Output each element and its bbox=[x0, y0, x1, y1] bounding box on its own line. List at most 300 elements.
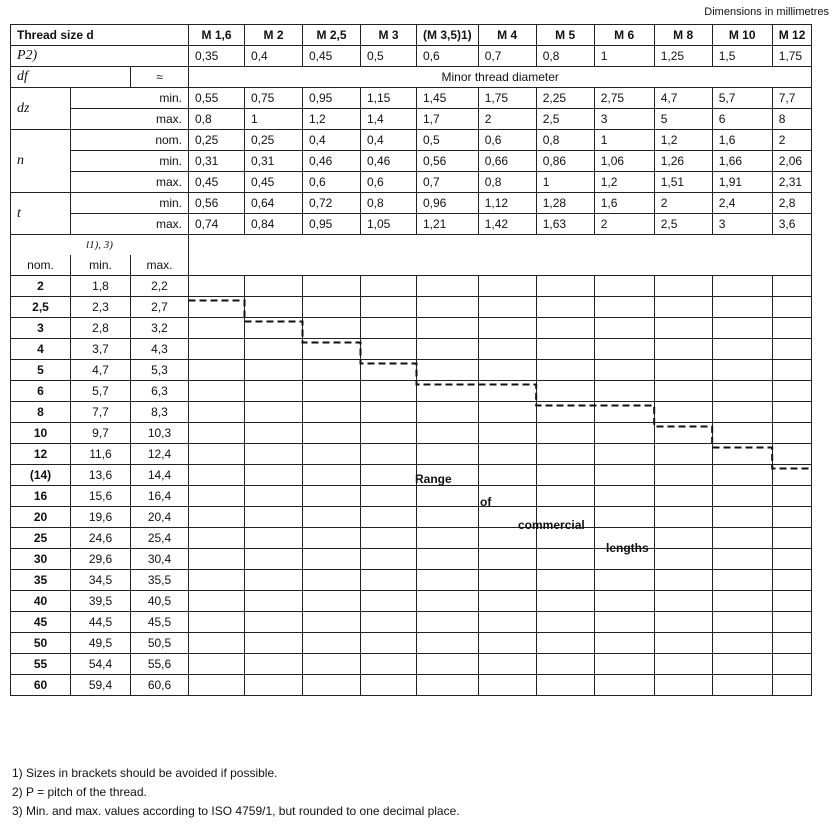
length-grid-cell bbox=[772, 444, 812, 465]
length-min: 7,7 bbox=[71, 402, 131, 423]
pitch-value: 0,7 bbox=[478, 46, 536, 67]
length-grid-cell bbox=[654, 276, 712, 297]
length-grid-cell bbox=[478, 360, 536, 381]
dz-value: 2,75 bbox=[594, 88, 654, 109]
t-value: 1,21 bbox=[417, 214, 479, 235]
length-grid-cell bbox=[478, 444, 536, 465]
length-grid-cell bbox=[712, 654, 772, 675]
length-grid-cell bbox=[189, 486, 245, 507]
length-grid-cell bbox=[772, 528, 812, 549]
length-nom: 40 bbox=[11, 591, 71, 612]
length-grid-cell bbox=[189, 423, 245, 444]
length-grid-cell bbox=[594, 402, 654, 423]
length-grid-cell bbox=[536, 297, 594, 318]
length-nom: 25 bbox=[11, 528, 71, 549]
df-text: Minor thread diameter bbox=[189, 67, 812, 88]
length-grid-cell bbox=[417, 444, 479, 465]
length-grid-cell bbox=[536, 591, 594, 612]
length-row bbox=[11, 423, 812, 444]
length-min: 1,8 bbox=[71, 276, 131, 297]
dz-row-label: min. bbox=[71, 88, 189, 109]
length-grid-cell bbox=[594, 654, 654, 675]
length-grid-cell bbox=[361, 465, 417, 486]
length-grid-cell bbox=[594, 465, 654, 486]
length-grid-cell bbox=[478, 549, 536, 570]
t-value: 2,8 bbox=[772, 193, 812, 214]
length-grid-cell bbox=[417, 612, 479, 633]
length-row bbox=[11, 675, 812, 696]
length-row bbox=[11, 339, 812, 360]
dz-symbol: dz bbox=[11, 88, 71, 130]
length-min: 34,5 bbox=[71, 570, 131, 591]
length-grid-cell bbox=[361, 675, 417, 696]
length-max: 30,4 bbox=[131, 549, 189, 570]
length-grid-cell bbox=[478, 402, 536, 423]
length-max: 8,3 bbox=[131, 402, 189, 423]
length-grid-cell bbox=[712, 612, 772, 633]
length-nom: 3 bbox=[11, 318, 71, 339]
length-nom: 45 bbox=[11, 612, 71, 633]
t-value: 0,74 bbox=[189, 214, 245, 235]
t-value: 1,63 bbox=[536, 214, 594, 235]
n-value: 2 bbox=[772, 130, 812, 151]
length-grid-cell bbox=[303, 507, 361, 528]
length-header-blank bbox=[189, 235, 812, 256]
length-grid-cell bbox=[772, 465, 812, 486]
length-grid-cell bbox=[594, 675, 654, 696]
length-grid-cell bbox=[417, 276, 479, 297]
length-grid-cell bbox=[654, 423, 712, 444]
length-grid-cell bbox=[189, 276, 245, 297]
length-max: 60,6 bbox=[131, 675, 189, 696]
length-grid-cell bbox=[245, 549, 303, 570]
length-row bbox=[11, 360, 812, 381]
n-value: 0,8 bbox=[536, 130, 594, 151]
length-grid-cell bbox=[189, 570, 245, 591]
n-value: 0,4 bbox=[361, 130, 417, 151]
length-grid-cell bbox=[189, 549, 245, 570]
length-grid-cell bbox=[245, 612, 303, 633]
n-value: 0,4 bbox=[303, 130, 361, 151]
length-grid-cell bbox=[478, 591, 536, 612]
length-grid-cell bbox=[654, 402, 712, 423]
dz-value: 3 bbox=[594, 109, 654, 130]
length-grid-cell bbox=[712, 360, 772, 381]
length-grid-cell bbox=[536, 654, 594, 675]
length-nom: 2 bbox=[11, 276, 71, 297]
pitch-value: 0,35 bbox=[189, 46, 245, 67]
length-grid-cell bbox=[772, 360, 812, 381]
t-value: 3,6 bbox=[772, 214, 812, 235]
length-grid-cell bbox=[654, 633, 712, 654]
length-grid-cell bbox=[361, 297, 417, 318]
length-grid-cell bbox=[417, 381, 479, 402]
length-grid-cell bbox=[536, 570, 594, 591]
units-note: Dimensions in millimetres bbox=[704, 6, 829, 18]
n-value: 1,51 bbox=[654, 172, 712, 193]
length-grid-cell bbox=[245, 444, 303, 465]
length-grid-cell bbox=[303, 297, 361, 318]
length-grid-cell bbox=[417, 423, 479, 444]
t-value: 0,56 bbox=[189, 193, 245, 214]
length-grid-cell bbox=[245, 507, 303, 528]
length-grid-cell bbox=[245, 276, 303, 297]
length-grid-cell bbox=[245, 423, 303, 444]
n-value: 1,2 bbox=[654, 130, 712, 151]
t-row-label: max. bbox=[71, 214, 189, 235]
n-value: 0,45 bbox=[245, 172, 303, 193]
length-grid-cell bbox=[361, 339, 417, 360]
length-grid-cell bbox=[712, 570, 772, 591]
dz-value: 1,2 bbox=[303, 109, 361, 130]
length-max: 14,4 bbox=[131, 465, 189, 486]
n-value: 0,7 bbox=[417, 172, 479, 193]
length-symbol: l1), 3) bbox=[11, 235, 189, 256]
length-grid-cell bbox=[654, 570, 712, 591]
t-value: 1,28 bbox=[536, 193, 594, 214]
length-min: 4,7 bbox=[71, 360, 131, 381]
dz-value: 5 bbox=[654, 109, 712, 130]
length-min: 19,6 bbox=[71, 507, 131, 528]
dz-value: 0,75 bbox=[245, 88, 303, 109]
pitch-value: 1,25 bbox=[654, 46, 712, 67]
t-value: 2 bbox=[594, 214, 654, 235]
length-min: 44,5 bbox=[71, 612, 131, 633]
length-grid-cell bbox=[361, 570, 417, 591]
length-row bbox=[11, 276, 812, 297]
length-grid-cell bbox=[654, 675, 712, 696]
length-grid-cell bbox=[594, 339, 654, 360]
length-grid-cell bbox=[654, 444, 712, 465]
dz-value: 6 bbox=[712, 109, 772, 130]
length-nom: (14) bbox=[11, 465, 71, 486]
length-grid-cell bbox=[417, 360, 479, 381]
length-max: 2,2 bbox=[131, 276, 189, 297]
dz-value: 2,25 bbox=[536, 88, 594, 109]
length-grid-cell bbox=[303, 591, 361, 612]
length-grid-cell bbox=[654, 318, 712, 339]
length-grid-cell bbox=[303, 339, 361, 360]
length-grid-cell bbox=[189, 528, 245, 549]
length-row bbox=[11, 528, 812, 549]
length-grid-cell bbox=[361, 633, 417, 654]
length-grid-cell bbox=[654, 654, 712, 675]
thread-size-header: M 6 bbox=[594, 25, 654, 46]
length-grid-cell bbox=[417, 297, 479, 318]
n-value: 1 bbox=[536, 172, 594, 193]
length-max: 12,4 bbox=[131, 444, 189, 465]
length-grid-cell bbox=[654, 612, 712, 633]
dz-value: 1,75 bbox=[478, 88, 536, 109]
length-grid-cell bbox=[712, 549, 772, 570]
pitch-value: 0,45 bbox=[303, 46, 361, 67]
n-value: 0,6 bbox=[303, 172, 361, 193]
range-label-lengths: lengths bbox=[606, 541, 649, 555]
length-nom: 5 bbox=[11, 360, 71, 381]
length-grid-cell bbox=[303, 360, 361, 381]
length-symbol-row bbox=[11, 235, 812, 256]
length-grid-cell bbox=[594, 486, 654, 507]
thread-size-header: (M 3,5)1) bbox=[417, 25, 479, 46]
header-row bbox=[11, 25, 812, 46]
n-value: 2,31 bbox=[772, 172, 812, 193]
length-grid-cell bbox=[361, 381, 417, 402]
n-row bbox=[11, 172, 812, 193]
length-grid-cell bbox=[245, 486, 303, 507]
length-row bbox=[11, 465, 812, 486]
n-value: 0,46 bbox=[361, 151, 417, 172]
length-grid-cell bbox=[772, 339, 812, 360]
length-grid-cell bbox=[772, 423, 812, 444]
length-grid-cell bbox=[478, 318, 536, 339]
length-grid-cell bbox=[772, 570, 812, 591]
length-min: 13,6 bbox=[71, 465, 131, 486]
range-label-range: Range bbox=[415, 472, 452, 486]
n-value: 0,66 bbox=[478, 151, 536, 172]
dz-row bbox=[11, 88, 812, 109]
length-grid-cell bbox=[772, 402, 812, 423]
length-nom: 12 bbox=[11, 444, 71, 465]
length-max: 3,2 bbox=[131, 318, 189, 339]
length-min: 15,6 bbox=[71, 486, 131, 507]
length-grid-cell bbox=[245, 360, 303, 381]
length-grid-cell bbox=[536, 549, 594, 570]
length-grid-cell bbox=[417, 339, 479, 360]
t-row bbox=[11, 214, 812, 235]
length-grid-cell bbox=[189, 402, 245, 423]
range-label-commercial: commercial bbox=[518, 518, 585, 532]
length-grid-cell bbox=[536, 318, 594, 339]
length-grid-cell bbox=[417, 570, 479, 591]
length-nom: 55 bbox=[11, 654, 71, 675]
length-grid-cell bbox=[712, 276, 772, 297]
length-max: 20,4 bbox=[131, 507, 189, 528]
n-value: 0,86 bbox=[536, 151, 594, 172]
dz-value: 4,7 bbox=[654, 88, 712, 109]
length-grid-cell bbox=[417, 528, 479, 549]
length-grid-cell bbox=[303, 423, 361, 444]
length-row bbox=[11, 318, 812, 339]
dz-value: 1,7 bbox=[417, 109, 479, 130]
length-grid-cell bbox=[189, 675, 245, 696]
length-grid-cell bbox=[478, 276, 536, 297]
n-value: 0,6 bbox=[478, 130, 536, 151]
length-grid-cell bbox=[361, 654, 417, 675]
length-grid-cell bbox=[772, 675, 812, 696]
length-grid-cell bbox=[417, 402, 479, 423]
length-col-nom: nom. bbox=[11, 255, 71, 276]
length-grid-cell bbox=[478, 612, 536, 633]
length-grid-cell bbox=[772, 633, 812, 654]
length-min: 5,7 bbox=[71, 381, 131, 402]
length-grid-cell bbox=[594, 423, 654, 444]
length-row bbox=[11, 402, 812, 423]
length-grid-cell bbox=[536, 444, 594, 465]
length-grid-cell bbox=[712, 318, 772, 339]
length-max: 35,5 bbox=[131, 570, 189, 591]
length-grid-cell bbox=[303, 612, 361, 633]
t-value: 1,12 bbox=[478, 193, 536, 214]
n-value: 0,31 bbox=[189, 151, 245, 172]
length-max: 10,3 bbox=[131, 423, 189, 444]
t-value: 0,72 bbox=[303, 193, 361, 214]
t-symbol: t bbox=[11, 193, 71, 235]
length-grid-cell bbox=[594, 276, 654, 297]
n-row bbox=[11, 151, 812, 172]
length-nom: 4 bbox=[11, 339, 71, 360]
length-grid-cell bbox=[478, 423, 536, 444]
length-row bbox=[11, 612, 812, 633]
thread-size-header: M 8 bbox=[654, 25, 712, 46]
t-row bbox=[11, 193, 812, 214]
length-grid-cell bbox=[245, 465, 303, 486]
length-grid-cell bbox=[654, 507, 712, 528]
length-grid-cell bbox=[594, 444, 654, 465]
dz-value: 2,5 bbox=[536, 109, 594, 130]
n-value: 0,5 bbox=[417, 130, 479, 151]
range-label-of: of bbox=[480, 495, 492, 509]
length-grid-cell bbox=[417, 318, 479, 339]
length-grid-cell bbox=[772, 591, 812, 612]
length-grid-cell bbox=[772, 612, 812, 633]
length-grid-cell bbox=[712, 402, 772, 423]
length-grid-cell bbox=[478, 654, 536, 675]
dimensions-table bbox=[10, 24, 812, 696]
dz-value: 8 bbox=[772, 109, 812, 130]
n-value: 2,06 bbox=[772, 151, 812, 172]
dz-value: 0,95 bbox=[303, 88, 361, 109]
length-grid-cell bbox=[712, 381, 772, 402]
length-max: 40,5 bbox=[131, 591, 189, 612]
length-grid-cell bbox=[245, 297, 303, 318]
length-row bbox=[11, 486, 812, 507]
length-grid-cell bbox=[536, 675, 594, 696]
thread-size-header: M 4 bbox=[478, 25, 536, 46]
pitch-value: 1,5 bbox=[712, 46, 772, 67]
length-grid-cell bbox=[417, 654, 479, 675]
dz-value: 1,15 bbox=[361, 88, 417, 109]
length-min: 29,6 bbox=[71, 549, 131, 570]
length-grid-cell bbox=[594, 507, 654, 528]
length-grid-cell bbox=[536, 276, 594, 297]
thread-size-label: Thread size d bbox=[11, 25, 189, 46]
length-grid-cell bbox=[712, 486, 772, 507]
length-grid-cell bbox=[361, 486, 417, 507]
pitch-value: 0,6 bbox=[417, 46, 479, 67]
length-max: 4,3 bbox=[131, 339, 189, 360]
length-grid-cell bbox=[772, 318, 812, 339]
length-grid-cell bbox=[478, 675, 536, 696]
length-grid-cell bbox=[361, 402, 417, 423]
footnotes bbox=[12, 764, 460, 821]
length-grid-cell bbox=[189, 507, 245, 528]
pitch-value: 1 bbox=[594, 46, 654, 67]
length-row bbox=[11, 444, 812, 465]
length-max: 25,4 bbox=[131, 528, 189, 549]
pitch-value: 0,4 bbox=[245, 46, 303, 67]
length-grid-cell bbox=[189, 654, 245, 675]
length-grid-cell bbox=[654, 360, 712, 381]
length-grid-cell bbox=[303, 528, 361, 549]
length-max: 5,3 bbox=[131, 360, 189, 381]
t-value: 0,8 bbox=[361, 193, 417, 214]
length-grid-cell bbox=[536, 465, 594, 486]
length-grid-cell bbox=[245, 528, 303, 549]
length-grid-cell bbox=[303, 318, 361, 339]
n-value: 1 bbox=[594, 130, 654, 151]
length-grid-cell bbox=[594, 381, 654, 402]
t-value: 2,4 bbox=[712, 193, 772, 214]
length-grid-cell bbox=[303, 675, 361, 696]
dz-value: 0,55 bbox=[189, 88, 245, 109]
thread-size-header: M 1,6 bbox=[189, 25, 245, 46]
dz-value: 5,7 bbox=[712, 88, 772, 109]
length-grid-cell bbox=[245, 675, 303, 696]
length-grid-cell bbox=[189, 444, 245, 465]
dz-value: 2 bbox=[478, 109, 536, 130]
pitch-value: 0,5 bbox=[361, 46, 417, 67]
t-value: 1,42 bbox=[478, 214, 536, 235]
dz-value: 0,8 bbox=[189, 109, 245, 130]
length-nom: 16 bbox=[11, 486, 71, 507]
length-grid-cell bbox=[536, 402, 594, 423]
length-min: 39,5 bbox=[71, 591, 131, 612]
length-max: 6,3 bbox=[131, 381, 189, 402]
length-grid-cell bbox=[361, 318, 417, 339]
length-grid-cell bbox=[536, 339, 594, 360]
length-grid-cell bbox=[245, 591, 303, 612]
length-row bbox=[11, 633, 812, 654]
t-value: 3 bbox=[712, 214, 772, 235]
length-grid-cell bbox=[189, 297, 245, 318]
dz-value: 1,4 bbox=[361, 109, 417, 130]
length-grid-cell bbox=[594, 612, 654, 633]
length-grid-cell bbox=[417, 507, 479, 528]
length-min: 59,4 bbox=[71, 675, 131, 696]
n-row-label: max. bbox=[71, 172, 189, 193]
length-nom: 10 bbox=[11, 423, 71, 444]
length-row bbox=[11, 381, 812, 402]
length-min: 11,6 bbox=[71, 444, 131, 465]
df-approx: ≈ bbox=[131, 67, 189, 88]
length-nom: 50 bbox=[11, 633, 71, 654]
length-grid-cell bbox=[712, 297, 772, 318]
length-max: 16,4 bbox=[131, 486, 189, 507]
df-row bbox=[11, 67, 812, 88]
t-value: 1,6 bbox=[594, 193, 654, 214]
length-max: 50,5 bbox=[131, 633, 189, 654]
length-grid-cell bbox=[536, 360, 594, 381]
thread-size-header: M 2,5 bbox=[303, 25, 361, 46]
thread-size-header: M 2 bbox=[245, 25, 303, 46]
length-grid-cell bbox=[189, 633, 245, 654]
n-row bbox=[11, 130, 812, 151]
length-grid-cell bbox=[417, 486, 479, 507]
length-grid-cell bbox=[361, 612, 417, 633]
length-min: 49,5 bbox=[71, 633, 131, 654]
length-grid-cell bbox=[712, 339, 772, 360]
t-value: 0,64 bbox=[245, 193, 303, 214]
length-grid-cell bbox=[772, 486, 812, 507]
length-grid-cell bbox=[772, 381, 812, 402]
length-grid-cell bbox=[417, 591, 479, 612]
length-max: 45,5 bbox=[131, 612, 189, 633]
length-min: 54,4 bbox=[71, 654, 131, 675]
length-grid-cell bbox=[712, 423, 772, 444]
length-grid-cell bbox=[361, 423, 417, 444]
n-value: 0,56 bbox=[417, 151, 479, 172]
length-grid-cell bbox=[417, 633, 479, 654]
